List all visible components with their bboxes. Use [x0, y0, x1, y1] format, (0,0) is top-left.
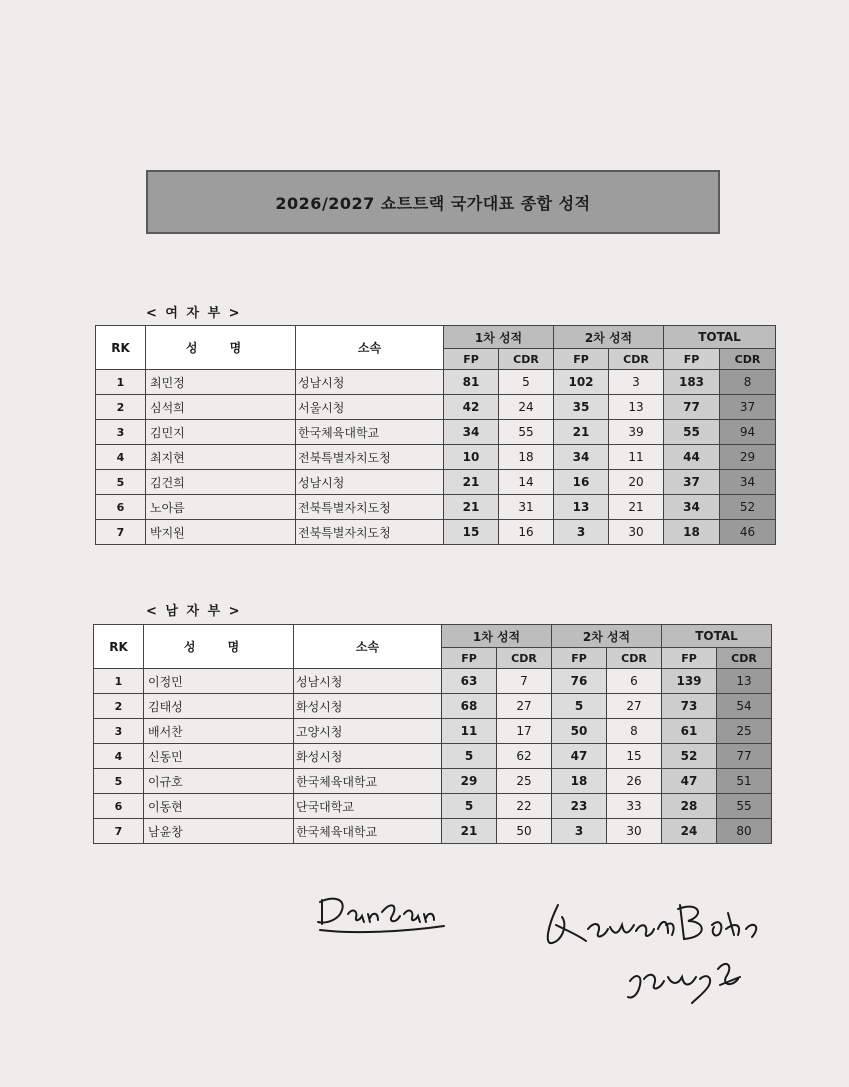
fp2-cell: 35	[554, 395, 609, 420]
rank-cell: 2	[96, 395, 146, 420]
total-cdr-cell: 37	[720, 395, 776, 420]
total-cdr-cell: 46	[720, 520, 776, 545]
round2-header: 2차 성적	[552, 625, 662, 648]
fp1-cell: 29	[442, 769, 497, 794]
table-row	[94, 719, 772, 744]
rank-cell: 1	[94, 669, 144, 694]
table-row	[96, 370, 776, 395]
table-row	[94, 819, 772, 844]
fp1-cell: 63	[442, 669, 497, 694]
cdr2-cell: 3	[609, 370, 664, 395]
name-cell: 김건희	[146, 470, 296, 495]
total-cdr-cell: 80	[717, 819, 772, 844]
cdr1-cell: 55	[499, 420, 554, 445]
cdr-header: CDR	[499, 349, 554, 370]
cdr1-cell: 62	[497, 744, 552, 769]
cdr-header: CDR	[609, 349, 664, 370]
name-cell: 박지원	[146, 520, 296, 545]
total-cdr-cell: 94	[720, 420, 776, 445]
total-fp-cell: 77	[664, 395, 720, 420]
total-cdr-cell: 52	[720, 495, 776, 520]
total-header: TOTAL	[664, 326, 776, 349]
cdr-header: CDR	[720, 349, 776, 370]
affiliation-cell: 전북특별자치도청	[296, 445, 444, 470]
total-cdr-cell: 13	[717, 669, 772, 694]
total-cdr-cell: 77	[717, 744, 772, 769]
fp2-cell: 34	[554, 445, 609, 470]
fp1-cell: 81	[444, 370, 499, 395]
total-cdr-cell: 8	[720, 370, 776, 395]
cdr-header: CDR	[497, 648, 552, 669]
name-cell: 김민지	[146, 420, 296, 445]
name-cell: 최민정	[146, 370, 296, 395]
fp2-cell: 18	[552, 769, 607, 794]
fp1-cell: 11	[442, 719, 497, 744]
affiliation-cell: 한국체육대학교	[294, 819, 442, 844]
name-cell: 배서찬	[144, 719, 294, 744]
affiliation-cell: 단국대학교	[294, 794, 442, 819]
name-cell: 김태성	[144, 694, 294, 719]
table-row	[96, 520, 776, 545]
name-header: 성 명	[144, 625, 294, 669]
total-fp-cell: 55	[664, 420, 720, 445]
name-cell: 남윤창	[144, 819, 294, 844]
rank-cell: 6	[96, 495, 146, 520]
fp-header: FP	[554, 349, 609, 370]
fp-header: FP	[444, 349, 499, 370]
fp1-cell: 68	[442, 694, 497, 719]
fp2-cell: 102	[554, 370, 609, 395]
women-results-table	[95, 325, 776, 545]
rank-cell: 5	[96, 470, 146, 495]
total-fp-cell: 24	[662, 819, 717, 844]
table-row	[94, 669, 772, 694]
affiliation-cell: 서울시청	[296, 395, 444, 420]
affiliation-cell: 성남시청	[296, 470, 444, 495]
fp-header: FP	[552, 648, 607, 669]
fp1-cell: 5	[442, 744, 497, 769]
rk-header: RK	[96, 326, 146, 370]
fp1-cell: 10	[444, 445, 499, 470]
cdr2-cell: 6	[607, 669, 662, 694]
men-section-label: < 남 자 부 >	[146, 604, 242, 619]
cdr2-cell: 21	[609, 495, 664, 520]
cdr1-cell: 22	[497, 794, 552, 819]
name-cell: 신동민	[144, 744, 294, 769]
affiliation-cell: 성남시청	[296, 370, 444, 395]
round1-header: 1차 성적	[444, 326, 554, 349]
affiliation-cell: 고양시청	[294, 719, 442, 744]
total-cdr-cell: 54	[717, 694, 772, 719]
affiliation-header: 소속	[294, 625, 442, 669]
fp2-cell: 21	[554, 420, 609, 445]
round1-header: 1차 성적	[442, 625, 552, 648]
name-cell: 노아름	[146, 495, 296, 520]
affiliation-cell: 한국체육대학교	[294, 769, 442, 794]
name-cell: 최지현	[146, 445, 296, 470]
men-results-table	[93, 624, 772, 844]
fp1-cell: 15	[444, 520, 499, 545]
fp2-cell: 3	[552, 819, 607, 844]
fp2-cell: 13	[554, 495, 609, 520]
cdr1-cell: 16	[499, 520, 554, 545]
cdr1-cell: 31	[499, 495, 554, 520]
total-fp-cell: 139	[662, 669, 717, 694]
name-header: 성 명	[146, 326, 296, 370]
fp1-cell: 21	[442, 819, 497, 844]
cdr1-cell: 7	[497, 669, 552, 694]
table-row	[94, 744, 772, 769]
fp-header: FP	[662, 648, 717, 669]
total-fp-cell: 52	[662, 744, 717, 769]
cdr1-cell: 5	[499, 370, 554, 395]
name-cell: 이규호	[144, 769, 294, 794]
cdr-header: CDR	[717, 648, 772, 669]
total-cdr-cell: 25	[717, 719, 772, 744]
affiliation-cell: 전북특별자치도청	[296, 520, 444, 545]
fp2-cell: 23	[552, 794, 607, 819]
table-row	[96, 495, 776, 520]
rank-cell: 5	[94, 769, 144, 794]
fp2-cell: 50	[552, 719, 607, 744]
total-cdr-cell: 55	[717, 794, 772, 819]
rank-cell: 3	[96, 420, 146, 445]
total-fp-cell: 183	[664, 370, 720, 395]
rank-cell: 3	[94, 719, 144, 744]
cdr2-cell: 30	[609, 520, 664, 545]
signature-1	[312, 890, 452, 940]
table-row	[94, 794, 772, 819]
signature-2	[538, 895, 768, 955]
rank-cell: 4	[94, 744, 144, 769]
table-row	[96, 470, 776, 495]
rank-cell: 4	[96, 445, 146, 470]
total-fp-cell: 37	[664, 470, 720, 495]
fp2-cell: 16	[554, 470, 609, 495]
cdr2-cell: 27	[607, 694, 662, 719]
affiliation-cell: 전북특별자치도청	[296, 495, 444, 520]
table-row	[96, 445, 776, 470]
cdr1-cell: 14	[499, 470, 554, 495]
cdr2-cell: 20	[609, 470, 664, 495]
total-cdr-cell: 29	[720, 445, 776, 470]
fp1-cell: 21	[444, 495, 499, 520]
fp1-cell: 21	[444, 470, 499, 495]
round2-header: 2차 성적	[554, 326, 664, 349]
cdr2-cell: 33	[607, 794, 662, 819]
affiliation-header: 소속	[296, 326, 444, 370]
affiliation-cell: 화성시청	[294, 744, 442, 769]
total-fp-cell: 18	[664, 520, 720, 545]
fp1-cell: 34	[444, 420, 499, 445]
rank-cell: 7	[96, 520, 146, 545]
fp2-cell: 5	[552, 694, 607, 719]
total-cdr-cell: 34	[720, 470, 776, 495]
affiliation-cell: 한국체육대학교	[296, 420, 444, 445]
total-cdr-cell: 51	[717, 769, 772, 794]
total-fp-cell: 28	[662, 794, 717, 819]
name-cell: 이정민	[144, 669, 294, 694]
total-fp-cell: 47	[662, 769, 717, 794]
cdr1-cell: 25	[497, 769, 552, 794]
fp2-cell: 3	[554, 520, 609, 545]
name-cell: 심석희	[146, 395, 296, 420]
rank-cell: 6	[94, 794, 144, 819]
cdr2-cell: 13	[609, 395, 664, 420]
fp-header: FP	[442, 648, 497, 669]
table-row	[96, 395, 776, 420]
women-section-label: < 여 자 부 >	[146, 306, 242, 321]
fp-header: FP	[664, 349, 720, 370]
rank-cell: 2	[94, 694, 144, 719]
document-title: 2026/2027 쇼트트랙 국가대표 종합 성적	[146, 170, 720, 234]
cdr-header: CDR	[607, 648, 662, 669]
rk-header: RK	[94, 625, 144, 669]
cdr1-cell: 18	[499, 445, 554, 470]
total-fp-cell: 61	[662, 719, 717, 744]
cdr1-cell: 17	[497, 719, 552, 744]
cdr1-cell: 50	[497, 819, 552, 844]
signature-3	[622, 955, 752, 1005]
cdr2-cell: 30	[607, 819, 662, 844]
cdr1-cell: 27	[497, 694, 552, 719]
total-header: TOTAL	[662, 625, 772, 648]
total-fp-cell: 73	[662, 694, 717, 719]
table-row	[94, 769, 772, 794]
fp1-cell: 42	[444, 395, 499, 420]
cdr2-cell: 8	[607, 719, 662, 744]
fp2-cell: 76	[552, 669, 607, 694]
table-row	[96, 420, 776, 445]
table-row	[94, 694, 772, 719]
cdr2-cell: 39	[609, 420, 664, 445]
fp2-cell: 47	[552, 744, 607, 769]
total-fp-cell: 44	[664, 445, 720, 470]
cdr2-cell: 15	[607, 744, 662, 769]
affiliation-cell: 성남시청	[294, 669, 442, 694]
affiliation-cell: 화성시청	[294, 694, 442, 719]
rank-cell: 1	[96, 370, 146, 395]
name-cell: 이동현	[144, 794, 294, 819]
cdr2-cell: 26	[607, 769, 662, 794]
cdr2-cell: 11	[609, 445, 664, 470]
rank-cell: 7	[94, 819, 144, 844]
fp1-cell: 5	[442, 794, 497, 819]
cdr1-cell: 24	[499, 395, 554, 420]
total-fp-cell: 34	[664, 495, 720, 520]
